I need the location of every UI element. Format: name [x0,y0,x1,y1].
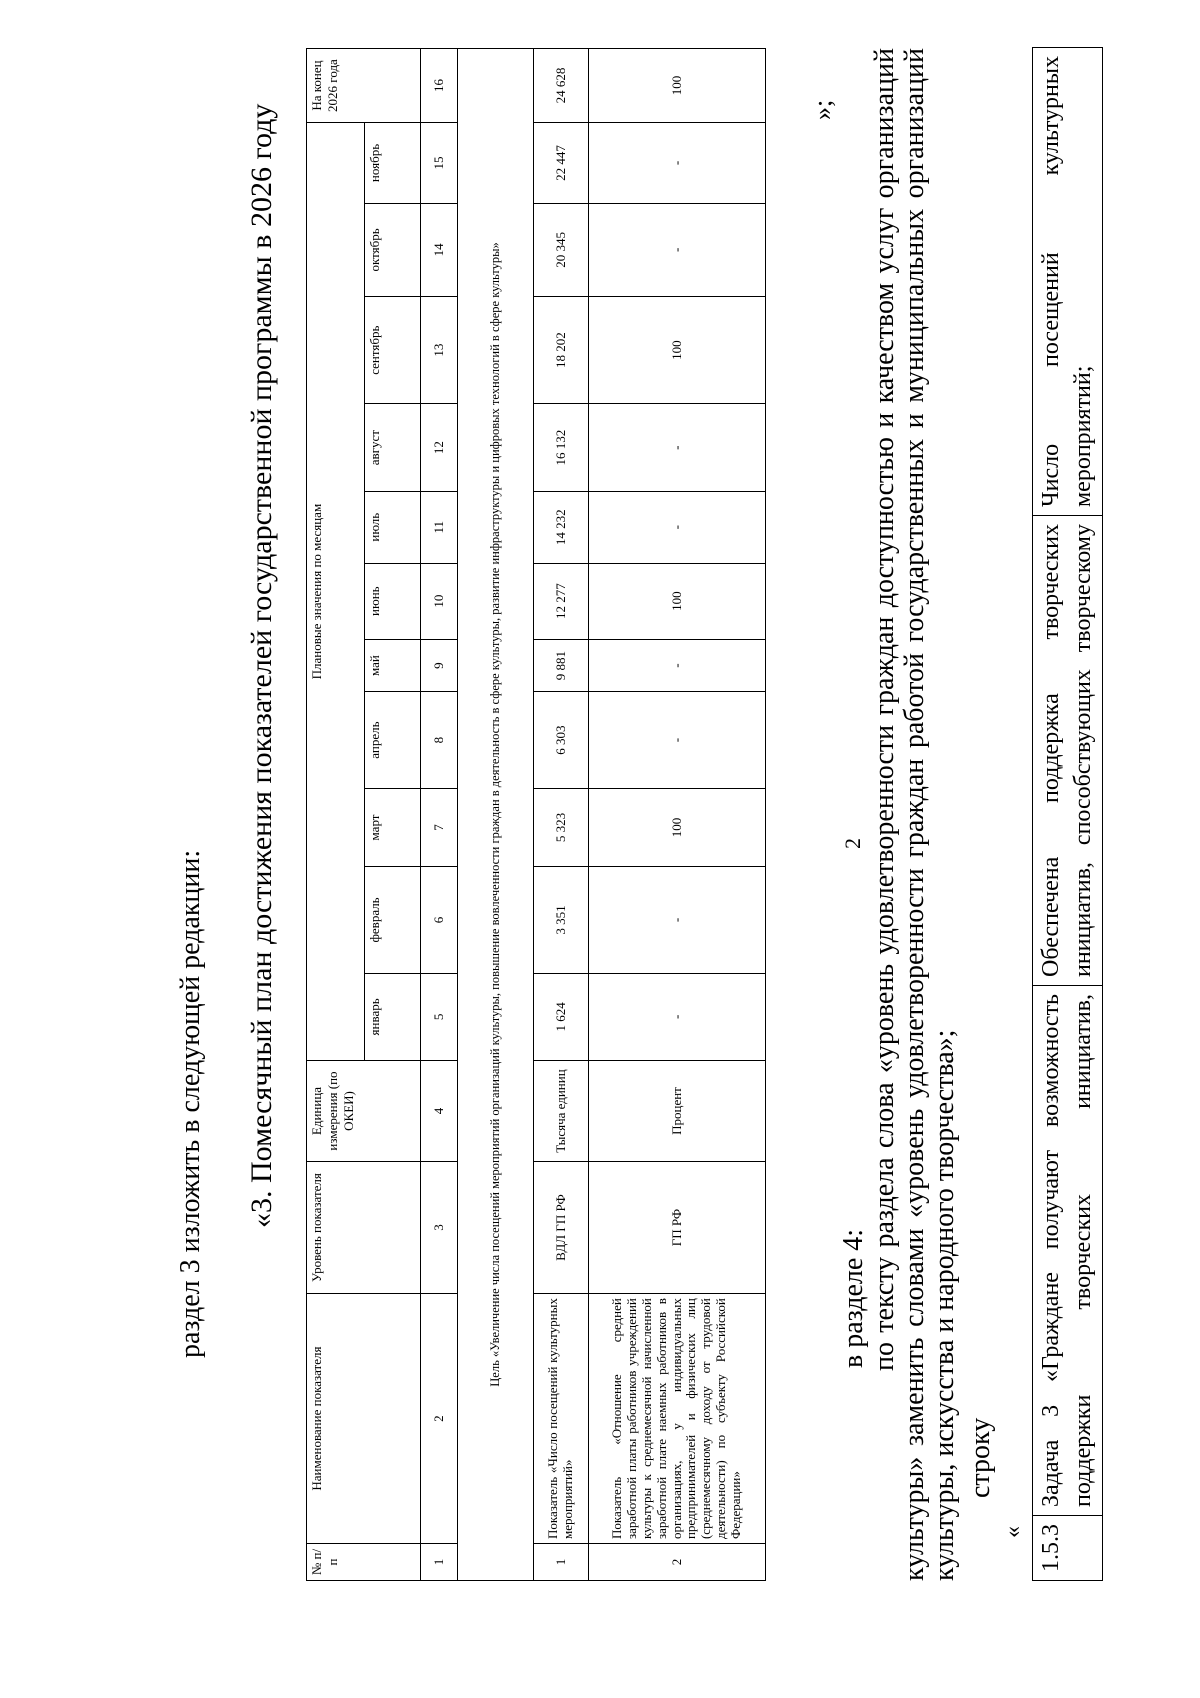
indicator-level: ГП РФ [589,1161,766,1293]
month-value: 100 [589,296,766,404]
month-header: сентябрь [365,296,421,404]
task-col-3-text: Число посещений культурных мероприятий; [1038,56,1096,507]
row-num: 1 [534,1544,589,1581]
index-cell: 2 [421,1294,458,1544]
column-index-row [421,49,458,1581]
month-header: август [365,404,421,491]
indicator-level: ВДЛ ГП РФ [534,1161,589,1293]
month-value: - [589,867,766,973]
month-value: - [589,203,766,296]
indicator-unit: Тысяча единиц [534,1061,589,1162]
month-value: 22 447 [534,123,589,204]
col-header-year-end: На конец 2026 года [307,49,421,123]
row-num: 2 [589,1544,766,1581]
month-header: июнь [365,563,421,639]
task-col-3 [1033,48,1103,516]
month-header: январь [365,973,421,1060]
month-value: 16 132 [534,404,589,491]
month-header: март [365,788,421,866]
table-row [534,49,589,1581]
section4-title: в разделе 4: [838,1228,869,1368]
index-cell: 11 [421,491,458,563]
index-cell: 16 [421,49,458,123]
month-value: 14 232 [534,491,589,563]
open-quote: « [1000,1526,1026,1538]
year-end-value: 24 628 [534,49,589,123]
month-header: апрель [365,692,421,788]
month-value: - [589,404,766,491]
index-cell: 4 [421,1061,458,1162]
month-header: ноябрь [365,123,421,204]
task-col-3-line1 [1035,56,1099,507]
month-header: февраль [365,867,421,973]
table-row [1033,48,1103,1581]
table-row [589,49,766,1581]
intro-text: раздел 3 изложить в следующей редакции: [175,849,206,1358]
col-header-unit: Единица измерения (по ОКЕИ) [307,1061,421,1162]
section4-paragraph-text: по тексту раздела слова «уровень удовлетворенности граждан доступностью и качеством услуг организаций культуры» заменить словами «уровень удовлетворенности граждан работой государственных и муниципальных организаций культуры, искусства и народного творчества»; [869,48,960,1581]
month-header: июль [365,491,421,563]
page-number: 2 [840,838,865,849]
indicator-unit: Процент [589,1061,766,1162]
col-header-name: Наименование показателя [307,1294,421,1544]
task-table [1032,47,1103,1581]
index-cell: 10 [421,563,458,639]
month-value: 5 323 [534,788,589,866]
year-end-value: 100 [589,49,766,123]
col-header-level: Уровень показателя [307,1161,421,1293]
month-value: - [589,123,766,204]
index-cell: 3 [421,1161,458,1293]
month-value: 1 624 [534,973,589,1060]
month-value: 18 202 [534,296,589,404]
index-cell: 14 [421,203,458,296]
month-value: 6 303 [534,692,589,788]
month-header: октябрь [365,203,421,296]
month-value: 12 277 [534,563,589,639]
index-cell: 7 [421,788,458,866]
month-value: 20 345 [534,203,589,296]
index-cell: 6 [421,867,458,973]
indicator-name: Показатель «Отношение средней заработной платы работников учреждений культуры к среднемесячной начисленной заработной плате наемных работников в организациях, у индивидуальных предпринимателей и физических лиц (среднемесячному доходу от трудовой деятельности) по субъекту Российской Федерации» [589,1294,766,1544]
month-value: - [589,973,766,1060]
month-value: 3 351 [534,867,589,973]
index-cell: 1 [421,1544,458,1581]
closing-quote: »; [808,99,837,120]
month-value: 9 881 [534,639,589,692]
month-value: - [589,692,766,788]
index-cell: 5 [421,973,458,1060]
month-header: май [365,639,421,692]
task-col-2: Обеспечена поддержка творческих инициатив, способствующих творческому [1033,516,1103,986]
index-cell: 9 [421,639,458,692]
index-cell: 12 [421,404,458,491]
month-value: - [589,639,766,692]
col-header-num: № п/п [307,1544,421,1581]
col-header-months-group: Плановые значения по месяцам [307,123,365,1061]
task-col-1: Задача 3 «Граждане получают возможность поддержки творческих инициатив, [1033,986,1103,1516]
goal-row: Цель «Увеличение числа посещений мероприятий организаций культуры, повышение вовлеченности граждан в деятельность в сфере культуры, развитие инфраструктуры и цифровых технологий в сфере культуры» [458,49,534,1581]
month-value: 100 [589,563,766,639]
row-word: строку [965,1417,996,1498]
month-value: 100 [589,788,766,866]
section-heading: «3. Помесячный план достижения показателей государственной программы в 2026 году [245,103,278,1228]
section4-paragraph [870,48,960,1581]
indicator-name: Показатель «Число посещений культурных мероприятий» [534,1294,589,1544]
monthly-plan-table [306,48,766,1581]
index-cell: 8 [421,692,458,788]
index-cell: 13 [421,296,458,404]
index-cell: 15 [421,123,458,204]
task-num: 1.5.3 [1033,1516,1103,1581]
month-value: - [589,491,766,563]
